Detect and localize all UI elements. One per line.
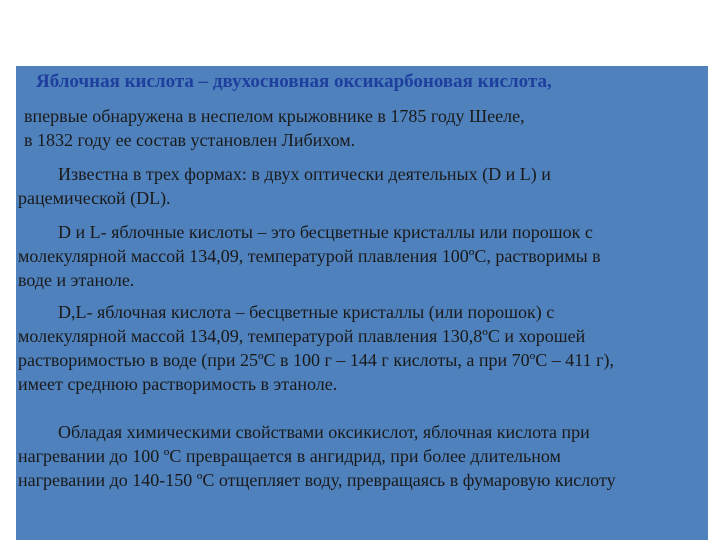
slide-content-panel: [16, 66, 708, 540]
paragraph-4-line-3: нагревании до 140-150 ºС отщепляет воду, превращаясь в фумаровую кислоту: [18, 470, 616, 490]
paragraph-4-line-1: Обладая химическими свойствами оксикислот, яблочная кислота при: [58, 422, 590, 442]
paragraph-2-line-1: D и L- яблочные кислоты – это бесцветные кристаллы или порошок с: [58, 222, 593, 242]
paragraph-3-line-1: D,L- яблочная кислота – бесцветные кристаллы (или порошок) с: [58, 302, 555, 322]
slide-title: Яблочная кислота – двухосновная оксикарбоновая кислота,: [36, 71, 552, 92]
paragraph-4-line-2: нагревании до 100 ºС превращается в ангидрид, при более длительном: [18, 446, 561, 466]
intro-line-2: в 1832 году ее состав установлен Либихом.: [24, 130, 356, 150]
intro-line-1: впервые обнаружена в неспелом крыжовнике в 1785 году Шееле,: [24, 106, 525, 126]
paragraph-3-line-4: имеет среднюю растворимость в этаноле.: [18, 374, 338, 394]
paragraph-2-line-3: воде и этаноле.: [18, 270, 135, 290]
paragraph-3-line-3: растворимостью в воде (при 25ºС в 100 г – 144 г кислоты, а при 70ºС – 411 г),: [18, 350, 614, 370]
paragraph-2-line-2: молекулярной массой 134,09, температурой плавления 100ºС, растворимы в: [18, 246, 601, 266]
paragraph-1-line-1: Известна в трех формах: в двух оптически деятельных (D и L) и: [58, 164, 551, 184]
paragraph-1-line-2: рацемической (DL).: [18, 188, 171, 208]
paragraph-3-line-2: молекулярной массой 134,09, температурой плавления 130,8ºС и хорошей: [18, 326, 586, 346]
